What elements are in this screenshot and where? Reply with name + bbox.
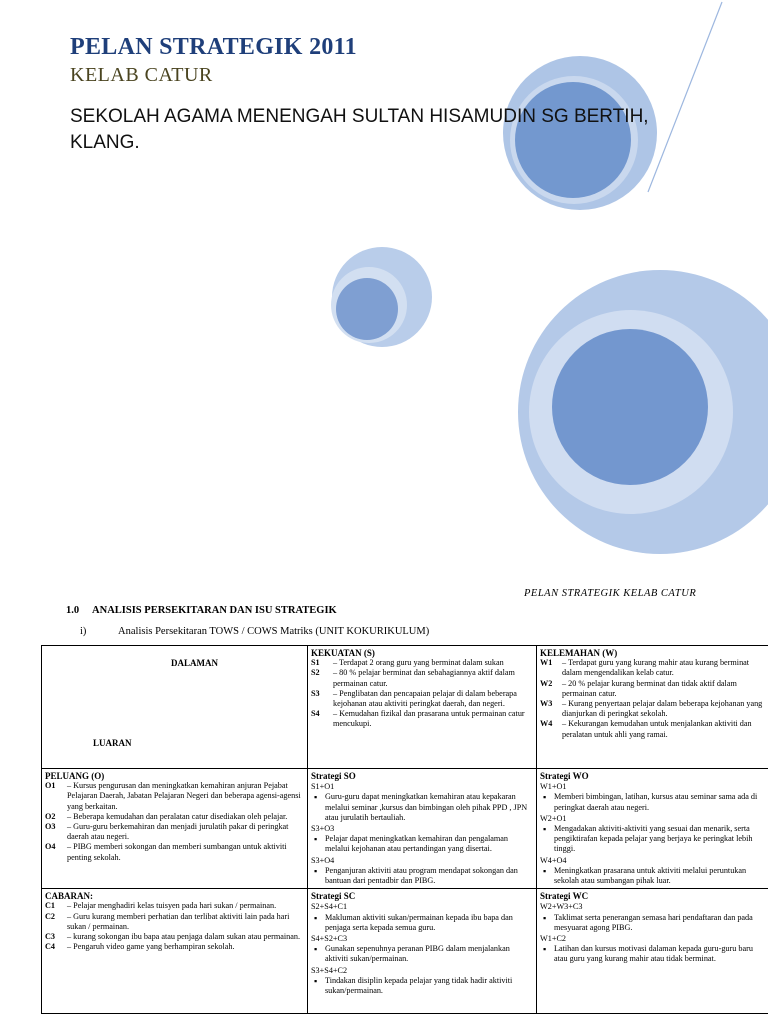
matrix-corner-cell (42, 646, 308, 769)
strategy-code: W2+O1 (540, 813, 567, 823)
item-code: S2 (311, 668, 320, 678)
matrix-item (311, 668, 533, 688)
item-text: – Terdapat guru yang kurang mahir atau kurang berminat dalam mengendalikan kelab catur. (562, 658, 750, 678)
school-name: SEKOLAH AGAMA MENENGAH SULTAN HISAMUDIN SG BERTIH, KLANG. (70, 106, 649, 153)
strategy-bullet: ▪ Pelajar dapat meningkatkan kemahiran dan pengalaman melalui kejohanan atau pertandingan yang disertai. (311, 834, 533, 854)
strategy-bullet: ▪ Penganjuran aktiviti atau program mendapat sokongan dan bantuan dari pentadbir dan PIBG. (311, 866, 533, 886)
strategy-bullet: ▪ Gunakan sepenuhnya peranan PIBG dalam menjalankan aktiviti sukan/permainan. (311, 944, 533, 964)
section-title: ANALISIS PERSEKITARAN DAN ISU STRATEGIK (92, 605, 337, 616)
document-subtitle: KELAB CATUR (70, 64, 213, 86)
strategy-code: W1+C2 (540, 934, 566, 944)
item-code: O3 (45, 822, 56, 832)
matrix-item (45, 932, 304, 942)
item-code: O2 (45, 811, 56, 821)
kekuatan-list (311, 658, 533, 729)
large-circle-inner (552, 329, 708, 485)
matrix-item (540, 679, 766, 699)
peluang-title: PELUANG (O) (45, 771, 105, 781)
strategy-code: S3+O4 (311, 855, 335, 865)
item-text: – kurang sokongan ibu bapa atau penjaga dalam sukan atau permainan. (67, 932, 301, 942)
item-text: – 20 % pelajar kurang berminat dan tidak aktif dalam permainan catur. (562, 678, 737, 698)
small-circle-inner (336, 278, 398, 340)
strategi-wc-list (540, 902, 766, 964)
matrix-item (311, 709, 533, 729)
item-text: – PIBG memberi sokongan dan memberi sumbangan untuk aktiviti penting sekolah. (67, 842, 287, 862)
matrix-item (45, 812, 304, 822)
item-text: – Kemudahan fizikal dan prasarana untuk permainan catur mencukupi. (333, 709, 525, 729)
luaran-label: LUARAN (93, 738, 132, 749)
strategi-wc-title: Strategi WC (540, 891, 589, 902)
strategi-wo-title: Strategi WO (540, 771, 589, 781)
item-code: W3 (540, 699, 553, 709)
strategi-sc-cell (308, 889, 537, 1014)
item-code: C3 (45, 932, 56, 942)
item-text: – Kekurangan kemudahan untuk menjalankan aktiviti dan peralatan untuk ahli yang ramai. (562, 719, 752, 739)
strategy-code: S3+O3 (311, 824, 335, 834)
matrix-item (540, 699, 766, 719)
subsection-title: Analisis Persekitaran TOWS / COWS Matriks (UNIT KOKURIKULUM) (118, 626, 430, 637)
strategi-wo-list (540, 782, 766, 886)
peluang-cell (42, 769, 308, 889)
strategi-wc-cell (537, 889, 768, 1014)
item-text: – Kurang penyertaan pelajar dalam beberapa kejohanan yang dianjurkan di peringkat sekolah. (562, 699, 763, 719)
strategy-code: S3+S4+C2 (311, 965, 348, 975)
strategy-bullet: ▪ Taklimat serta penerangan semasa hari pendaftaran dan pada mesyuarat agong PIBG. (540, 913, 766, 933)
matrix-item (45, 942, 304, 952)
item-text: – Kursus pengurusan dan meningkatkan kemahiran anjuran Pejabat Pelajaran Daerah, Jabatan Pelajaran Negeri dan beberapa agensi-agensi yang berkaitan. (67, 781, 301, 811)
kelemahan-list (540, 658, 766, 740)
strategy-bullet: ▪ Memberi bimbingan, latihan, kursus atau seminar sama ada di peringkat daerah atau negeri. (540, 792, 766, 812)
item-text: – Guru kurang memberi perhatian dan terlibat aktiviti lain pada hari sukan / permainan. (67, 911, 290, 931)
strategy-code: W1+O1 (540, 782, 567, 792)
strategy-bullet: ▪ Makluman aktiviti sukan/permainan kepada ibu bapa dan penjaga serta kepada semua guru. (311, 913, 533, 933)
item-code: W2 (540, 678, 553, 688)
strategy-bullet: ▪ Mengadakan aktiviti-aktiviti yang sesuai dan menarik, serta pengiktirafan kepada pelajar yang berjaya ke peringkat lebih tinggi. (540, 824, 766, 855)
strategy-bullet: ▪ Guru-guru dapat meningkatkan kemahiran atau kepakaran melalui seminar ,kursus dan bimbingan oleh pihak PPD , JPN atau jurulatih bertauliah. (311, 792, 533, 823)
item-code: O4 (45, 842, 56, 852)
item-text: – Guru-guru berkemahiran dan menjadi jurulatih pakar di peringkat daerah atau negeri. (67, 822, 289, 842)
kelemahan-cell (537, 646, 768, 769)
matrix-item (45, 822, 304, 842)
kekuatan-cell (308, 646, 537, 769)
strategi-sc-list (311, 902, 533, 996)
matrix-item (45, 901, 304, 911)
item-text: – Pelajar menghadiri kelas tuisyen pada hari sukan / permainan. (67, 901, 277, 911)
peluang-list (45, 781, 304, 863)
dalaman-label: DALAMAN (171, 658, 218, 668)
item-text: – Beberapa kemudahan dan peralatan catur disediakan oleh pelajar. (67, 811, 288, 821)
subsection-heading (80, 626, 429, 637)
kekuatan-title: KEKUATAN (S) (311, 648, 375, 658)
strategi-wo-cell (537, 769, 768, 889)
matrix-item (311, 689, 533, 709)
item-code: S1 (311, 658, 320, 668)
strategy-code: W2+W3+C3 (540, 902, 583, 912)
matrix-item (311, 658, 533, 668)
item-code: S4 (311, 709, 320, 719)
strategy-code: S4+S2+C3 (311, 934, 348, 944)
strategy-code: S2+S4+C1 (311, 902, 348, 912)
cabaran-list (45, 901, 304, 952)
item-text: – 80 % pelajar berminat dan sebahagiannya aktif dalam permainan catur. (333, 668, 515, 688)
item-text: – Terdapat 2 orang guru yang berminat dalam sukan (333, 658, 504, 668)
item-text: – Penglibatan dan pencapaian pelajar di dalam beberapa kejohanan atau aktiviti peringkat daerah, dan negeri. (333, 688, 517, 709)
matrix-item (540, 719, 766, 739)
item-code: O1 (45, 781, 56, 791)
item-code: C4 (45, 942, 56, 952)
matrix-item (45, 842, 304, 862)
strategy-code: W4+O4 (540, 855, 567, 865)
strategy-bullet: ▪ Tindakan disiplin kepada pelajar yang tidak hadir aktiviti sukan/permainan. (311, 976, 533, 996)
kelemahan-title: KELEMAHAN (W) (540, 648, 618, 658)
cabaran-title: CABARAN: (45, 891, 93, 902)
item-code: C1 (45, 901, 56, 911)
strategi-sc-title: Strategi SC (311, 891, 356, 902)
document-title: PELAN STRATEGIK 2011 (70, 34, 357, 60)
item-code: W4 (540, 719, 553, 729)
strategy-code: S1+O1 (311, 782, 335, 792)
item-code: W1 (540, 658, 553, 668)
matrix-item (45, 912, 304, 932)
cabaran-cell (42, 889, 308, 1014)
section-number: 1.0 (66, 605, 80, 616)
strategi-so-title: Strategi SO (311, 771, 356, 781)
strategi-so-cell (308, 769, 537, 889)
strategi-so-list (311, 782, 533, 886)
strategy-bullet: ▪ Latihan dan kursus motivasi dalaman kepada guru-guru baru atau guru yang kurang mahir atau tidak berminat. (540, 944, 766, 964)
section-heading (66, 605, 337, 616)
item-text: – Pengaruh video game yang berhampiran sekolah. (67, 942, 235, 952)
matrix-item (540, 658, 766, 678)
subsection-number: i) (80, 626, 87, 637)
decorative-line (648, 2, 722, 192)
matrix-item (45, 781, 304, 812)
item-code: C2 (45, 911, 56, 921)
item-code: S3 (311, 688, 320, 698)
running-header: PELAN STRATEGIK KELAB CATUR (524, 588, 697, 599)
strategy-bullet: ▪ Meningkatkan prasarana untuk aktiviti melalui peruntukan sekolah atau sumbangan pihak luar. (540, 866, 766, 886)
tows-matrix-table (41, 645, 768, 1014)
